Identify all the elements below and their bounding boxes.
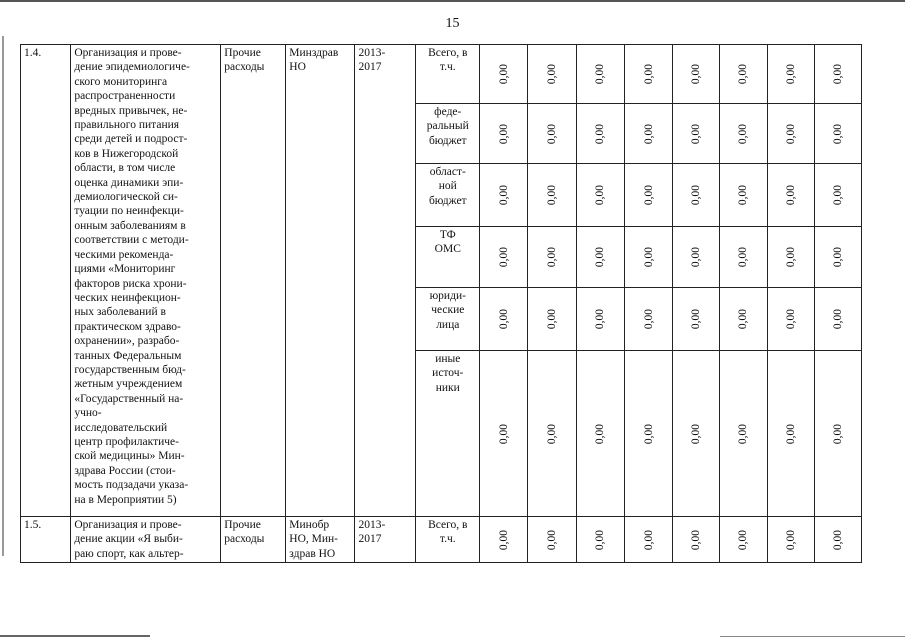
amount-cell: [673, 45, 720, 104]
amount-cell: [814, 351, 861, 517]
amount-value: 0,00: [545, 184, 558, 206]
amount-value: 0,00: [497, 246, 510, 268]
amount-value: 0,00: [737, 123, 750, 144]
amount-cell: [814, 227, 861, 288]
amount-value: 0,00: [497, 529, 510, 550]
amount-value: 0,00: [737, 423, 750, 444]
table-body: [21, 45, 862, 563]
binding-margin-line: [2, 36, 4, 556]
amount-value: 0,00: [784, 529, 797, 550]
amount-value: 0,00: [642, 63, 655, 85]
amount-value: 0,00: [784, 246, 797, 268]
amount-value: 0,00: [737, 529, 750, 550]
expense-type: Прочие расходы: [221, 517, 286, 563]
row-description: Организация и прове- дение акции «Я выби- раю спорт, как альтер-: [71, 517, 221, 563]
amount-value: 0,00: [690, 184, 703, 206]
amount-value: 0,00: [784, 184, 797, 206]
amount-cell: [624, 288, 672, 351]
amount-cell: [673, 104, 720, 164]
amount-cell: [720, 517, 767, 563]
amount-value: 0,00: [545, 123, 558, 144]
amount-cell: [767, 517, 814, 563]
amount-value: 0,00: [642, 423, 655, 444]
amount-value: 0,00: [642, 308, 655, 330]
amount-cell: [624, 227, 672, 288]
executor: Минздрав НО: [286, 45, 355, 517]
amount-cell: [528, 164, 576, 227]
amount-value: 0,00: [545, 423, 558, 444]
amount-cell: [576, 227, 624, 288]
amount-cell: [767, 45, 814, 104]
amount-cell: [528, 45, 576, 104]
table-row: [21, 517, 862, 563]
amount-cell: [673, 164, 720, 227]
amount-value: 0,00: [690, 246, 703, 268]
amount-cell: [576, 351, 624, 517]
amount-cell: [576, 164, 624, 227]
amount-cell: [528, 288, 576, 351]
executor: Минобр НО, Мин- здрав НО: [286, 517, 355, 563]
amount-value: 0,00: [497, 308, 510, 330]
expense-type: Прочие расходы: [221, 45, 286, 517]
amount-value: 0,00: [497, 63, 510, 85]
amount-value: 0,00: [594, 423, 607, 444]
period: 2013- 2017: [355, 517, 416, 563]
amount-cell: [624, 45, 672, 104]
amount-value: 0,00: [690, 308, 703, 330]
amount-value: 0,00: [737, 63, 750, 85]
amount-value: 0,00: [831, 246, 844, 268]
amount-value: 0,00: [690, 123, 703, 144]
amount-value: 0,00: [545, 529, 558, 550]
amount-cell: [624, 351, 672, 517]
amount-cell: [720, 288, 767, 351]
amount-cell: [480, 517, 528, 563]
amount-cell: [767, 104, 814, 164]
page-number: 15: [445, 16, 460, 31]
amount-value: 0,00: [784, 308, 797, 330]
funding-source: иные источ- ники: [416, 351, 480, 517]
amount-cell: [528, 104, 576, 164]
amount-value: 0,00: [545, 246, 558, 268]
amount-value: 0,00: [594, 123, 607, 144]
amount-value: 0,00: [642, 246, 655, 268]
amount-value: 0,00: [690, 423, 703, 444]
amount-value: 0,00: [831, 423, 844, 444]
amount-cell: [624, 104, 672, 164]
funding-source: област- ной бюджет: [416, 164, 480, 227]
amount-cell: [480, 351, 528, 517]
row-number: 1.4.: [21, 45, 71, 517]
amount-value: 0,00: [642, 184, 655, 206]
amount-value: 0,00: [737, 308, 750, 330]
amount-cell: [720, 227, 767, 288]
amount-cell: [767, 288, 814, 351]
row-number: 1.5.: [21, 517, 71, 563]
amount-cell: [673, 227, 720, 288]
amount-value: 0,00: [497, 423, 510, 444]
amount-cell: [480, 288, 528, 351]
amount-cell: [767, 227, 814, 288]
amount-value: 0,00: [690, 529, 703, 550]
amount-cell: [673, 517, 720, 563]
amount-cell: [814, 288, 861, 351]
amount-value: 0,00: [784, 63, 797, 85]
funding-source: Всего, в т.ч.: [416, 45, 480, 104]
amount-cell: [720, 104, 767, 164]
amount-value: 0,00: [594, 63, 607, 85]
amount-cell: [528, 351, 576, 517]
amount-value: 0,00: [642, 123, 655, 144]
amount-cell: [814, 104, 861, 164]
amount-value: 0,00: [594, 184, 607, 206]
amount-value: 0,00: [831, 123, 844, 144]
amount-cell: [528, 517, 576, 563]
amount-cell: [767, 351, 814, 517]
amount-value: 0,00: [545, 63, 558, 85]
amount-cell: [767, 164, 814, 227]
period: 2013- 2017: [355, 45, 416, 517]
amount-value: 0,00: [690, 63, 703, 85]
amount-value: 0,00: [594, 529, 607, 550]
bottom-rule: [0, 635, 150, 637]
amount-cell: [720, 45, 767, 104]
amount-value: 0,00: [831, 529, 844, 550]
amount-value: 0,00: [784, 123, 797, 144]
amount-value: 0,00: [737, 184, 750, 206]
amount-cell: [480, 45, 528, 104]
amount-cell: [673, 288, 720, 351]
top-rule: [0, 0, 905, 2]
amount-cell: [814, 517, 861, 563]
amount-cell: [720, 164, 767, 227]
amount-value: 0,00: [497, 184, 510, 206]
funding-source: феде- ральный бюджет: [416, 104, 480, 164]
amount-cell: [814, 45, 861, 104]
amount-cell: [624, 517, 672, 563]
amount-cell: [720, 351, 767, 517]
table-row: [21, 45, 862, 104]
amount-value: 0,00: [642, 529, 655, 550]
amount-value: 0,00: [497, 123, 510, 144]
amount-value: 0,00: [784, 423, 797, 444]
amount-value: 0,00: [831, 63, 844, 85]
amount-cell: [673, 351, 720, 517]
amount-cell: [576, 517, 624, 563]
amount-value: 0,00: [737, 246, 750, 268]
amount-cell: [576, 288, 624, 351]
amount-value: 0,00: [831, 184, 844, 206]
amount-cell: [624, 164, 672, 227]
amount-value: 0,00: [594, 246, 607, 268]
amount-value: 0,00: [594, 308, 607, 330]
amount-cell: [814, 164, 861, 227]
amount-cell: [576, 104, 624, 164]
budget-table: [20, 44, 862, 563]
amount-cell: [480, 164, 528, 227]
amount-cell: [576, 45, 624, 104]
amount-value: 0,00: [831, 308, 844, 330]
amount-cell: [480, 104, 528, 164]
bottom-rule-right: [720, 636, 905, 637]
amount-value: 0,00: [545, 308, 558, 330]
amount-cell: [528, 227, 576, 288]
amount-cell: [480, 227, 528, 288]
funding-source: юриди- ческие лица: [416, 288, 480, 351]
funding-source: ТФ ОМС: [416, 227, 480, 288]
row-description: Организация и прове- дение эпидемиологиче- ского мониторинга распространенности вредных привычек, не- правильного питания среди детей и подрост- ков в Нижегородской области, в том числе оценка динамики эпи- демиологической си- туации по неинфекци- онным заболеваниям в соответствии с методи- ческими рекоменда- циями «Мониторинг факторов риска хрони- ческих неинфекцион- ных заболеваний в практическом здраво- охранении», разрабо- танных Федеральным государственным бюд- жетным учреждением «Государственный на- учно- исследовательский центр профилактиче- ской медицины» Мин- здрава России (стои- мость подзадачи указа- на в Мероприятии 5): [71, 45, 221, 517]
funding-source: Всего, в т.ч.: [416, 517, 480, 563]
